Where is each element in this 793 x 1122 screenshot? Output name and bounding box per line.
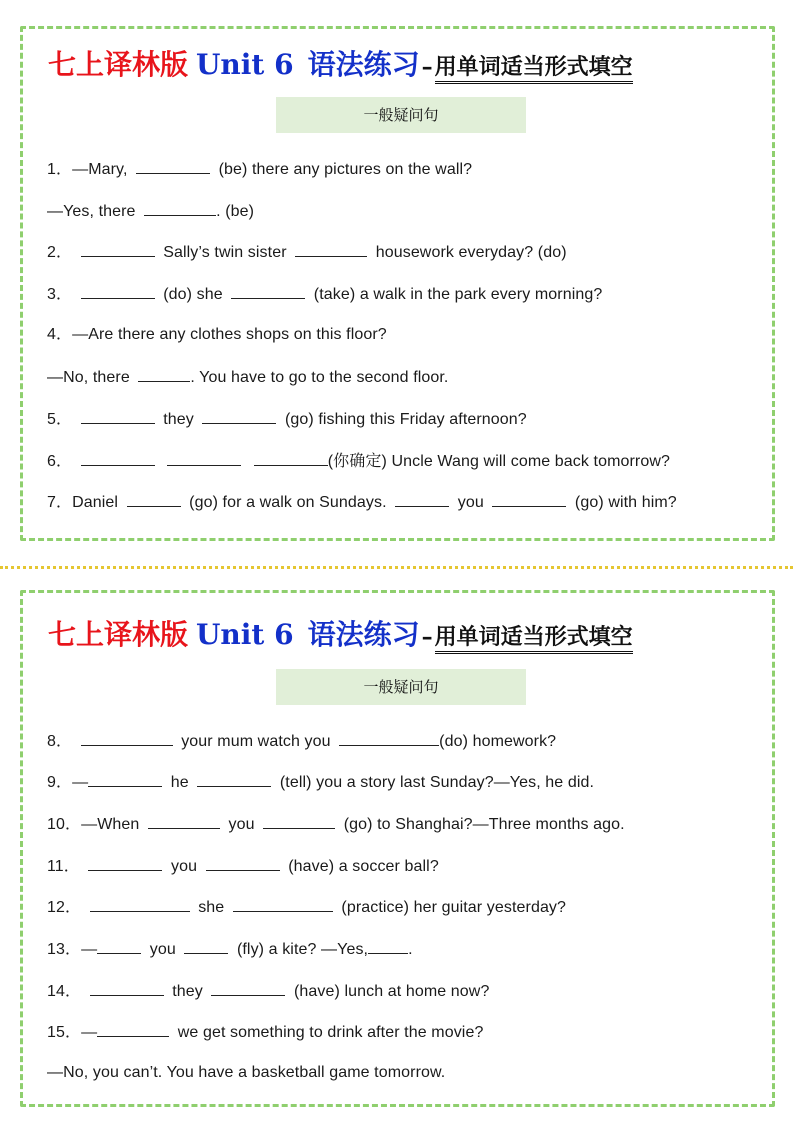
bottom-title-part2: Unit 6 (196, 618, 294, 651)
q13-blank-2[interactable] (184, 937, 228, 954)
bottom-title (48, 617, 748, 655)
q11-text-a: 11． (47, 858, 80, 875)
q9-text-c: (tell) you a story last Sunday?—Yes, he did. (279, 774, 595, 791)
q6-text-a: 6． (47, 453, 73, 470)
bottom-title-dash: – (421, 624, 433, 650)
q2-text-a: 2． (47, 244, 73, 261)
question-2 (47, 240, 567, 264)
q4-answer-blank[interactable] (138, 365, 190, 382)
q13-text-a: 13．— (47, 941, 98, 958)
q14-text-a: 14． (47, 983, 82, 1000)
q15-text-a: 15．— (47, 1024, 98, 1041)
q12-blank-2[interactable] (233, 895, 333, 912)
q2-blank-2[interactable] (295, 240, 367, 257)
q7-text-c: you (457, 494, 484, 511)
q13-blank-3[interactable] (368, 937, 408, 954)
top-title-dash: – (421, 54, 433, 80)
q3-blank-2[interactable] (231, 282, 305, 299)
q6-blank-2[interactable] (167, 449, 241, 466)
q3-text-a: 3． (47, 286, 73, 303)
top-title-part4: 用单词适当形式填空 (435, 54, 633, 84)
q15-blank-1[interactable] (97, 1020, 169, 1037)
q1-blank-1[interactable] (136, 157, 210, 174)
q3-blank-1[interactable] (81, 282, 155, 299)
q11-text-b: you (171, 858, 198, 875)
q13-text-d: . (408, 941, 413, 958)
q3-text-b: (do) she (163, 286, 223, 303)
q5-text-c: (go) fishing this Friday afternoon? (284, 411, 527, 428)
q9-text-a: 9．— (47, 774, 89, 791)
q11-blank-1[interactable] (88, 854, 162, 871)
top-title (48, 47, 748, 85)
q8-blank-2[interactable] (339, 729, 439, 746)
question-4-answer (47, 365, 448, 389)
q8-text-c: (do) homework? (439, 733, 557, 750)
question-15-answer (47, 1062, 445, 1084)
q7-text-b: (go) for a walk on Sundays. (189, 494, 387, 511)
q5-blank-2[interactable] (202, 407, 276, 424)
top-subtitle: 一般疑问句 (276, 97, 526, 133)
q5-text-a: 5． (47, 411, 73, 428)
q2-blank-1[interactable] (81, 240, 155, 257)
q13-text-b: you (149, 941, 176, 958)
question-9 (47, 770, 594, 794)
question-15 (47, 1020, 483, 1044)
q1-answer-blank[interactable] (144, 199, 216, 216)
q1-text-b: (be) there any pictures on the wall? (218, 161, 473, 178)
q6-blank-3[interactable] (254, 449, 328, 466)
q14-blank-2[interactable] (211, 979, 285, 996)
q7-text-a: 7．Daniel (47, 494, 119, 511)
section-separator (0, 566, 793, 569)
q12-blank-1[interactable] (90, 895, 190, 912)
q14-text-b: they (172, 983, 203, 1000)
top-title-part2: Unit 6 (196, 48, 294, 81)
q3-text-c: (take) a walk in the park every morning? (313, 286, 603, 303)
q12-text-a: 12． (47, 899, 82, 916)
question-4 (47, 324, 387, 346)
q15-answer-text: —No, you can’t. You have a basketball game tomorrow. (47, 1064, 446, 1081)
q7-blank-2[interactable] (395, 490, 449, 507)
bottom-title-part4: 用单词适当形式填空 (435, 624, 633, 654)
q5-blank-1[interactable] (81, 407, 155, 424)
question-13 (47, 937, 413, 961)
q8-blank-1[interactable] (81, 729, 173, 746)
question-10 (47, 812, 625, 836)
q9-blank-2[interactable] (197, 770, 271, 787)
q1-text-a: 1．—Mary, (47, 161, 128, 178)
q15-text-b: we get something to drink after the movie? (177, 1024, 484, 1041)
question-12 (47, 895, 566, 919)
q7-blank-3[interactable] (492, 490, 566, 507)
q6-text-b: (你确定) Uncle Wang will come back tomorrow? (327, 453, 671, 470)
q11-blank-2[interactable] (206, 854, 280, 871)
q1-answer-text-a: —Yes, there (47, 203, 136, 220)
q4-text-a: 4．—Are there any clothes shops on this floor? (47, 326, 387, 343)
q10-blank-1[interactable] (148, 812, 220, 829)
q10-text-c: (go) to Shanghai?—Three months ago. (343, 816, 625, 833)
q13-text-c: (fly) a kite? —Yes, (236, 941, 369, 958)
question-5 (47, 407, 527, 431)
question-6 (47, 449, 670, 473)
q6-blank-1[interactable] (81, 449, 155, 466)
q5-text-b: they (163, 411, 194, 428)
q4-answer-text-b: . You have to go to the second floor. (190, 369, 449, 386)
q10-text-b: you (228, 816, 255, 833)
q8-text-b: your mum watch you (181, 733, 331, 750)
bottom-title-part1: 七上译林版 (48, 618, 189, 651)
question-8 (47, 729, 556, 753)
q7-blank-1[interactable] (127, 490, 181, 507)
q9-text-b: he (170, 774, 189, 791)
q7-text-d: (go) with him? (574, 494, 677, 511)
bottom-subtitle: 一般疑问句 (276, 669, 526, 705)
q12-text-c: (practice) her guitar yesterday? (341, 899, 567, 916)
top-title-part1: 七上译林版 (48, 48, 189, 81)
question-14 (47, 979, 489, 1003)
q13-blank-1[interactable] (97, 937, 141, 954)
q8-text-a: 8． (47, 733, 73, 750)
question-1 (47, 157, 472, 181)
q12-text-b: she (198, 899, 225, 916)
q2-text-b: Sally’s twin sister (163, 244, 287, 261)
question-11 (47, 854, 439, 878)
q9-blank-1[interactable] (88, 770, 162, 787)
q10-text-a: 10．—When (47, 816, 140, 833)
question-3 (47, 282, 602, 306)
question-7 (47, 490, 677, 514)
q14-blank-1[interactable] (90, 979, 164, 996)
bottom-title-part3: 语法练习 (307, 618, 420, 651)
q4-answer-text-a: —No, there (47, 369, 130, 386)
q1-answer-text-b: . (be) (216, 203, 255, 220)
top-title-part3: 语法练习 (307, 48, 420, 81)
q11-text-c: (have) a soccer ball? (288, 858, 439, 875)
q2-text-c: housework everyday? (do) (375, 244, 567, 261)
q14-text-c: (have) lunch at home now? (293, 983, 490, 1000)
question-1-answer (47, 199, 254, 223)
q10-blank-2[interactable] (263, 812, 335, 829)
